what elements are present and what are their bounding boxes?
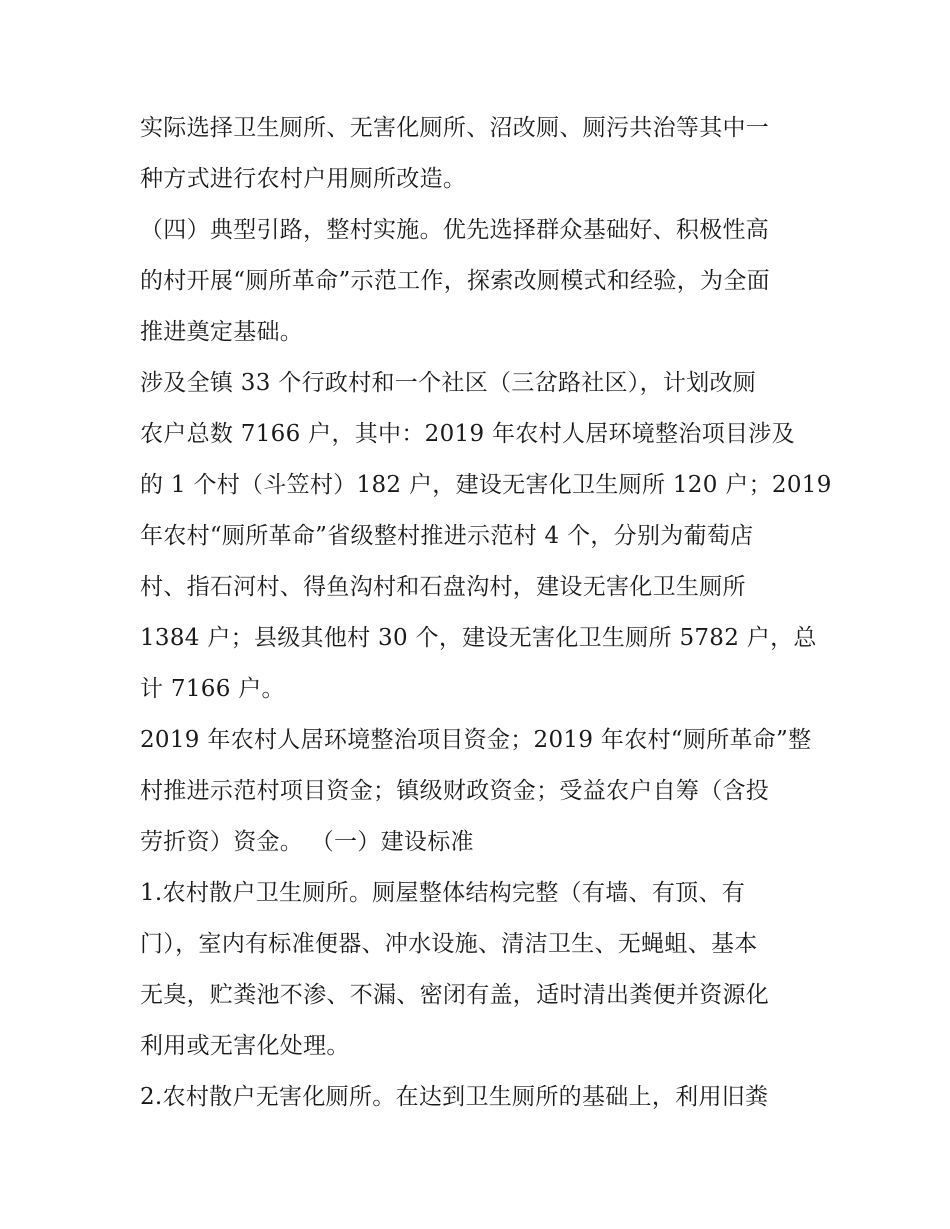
text-line: 农户总数 7166 户，其中：2019 年农村人居环境整治项目涉及: [140, 421, 795, 447]
text-line: 村推进示范村项目资金；镇级财政资金；受益农户自筹（含投: [140, 778, 770, 804]
text-line: 的 1 个村（斗笠村）182 户，建设无害化卫生厕所 120 户；2019: [140, 472, 832, 498]
text-line: 2019 年农村人居环境整治项目资金；2019 年农村“厕所革命”整: [140, 727, 812, 753]
text-line: 1.农村散户卫生厕所。厕屋整体结构完整（有墙、有顶、有: [140, 880, 746, 906]
text-line: 年农村“厕所革命”省级整村推进示范村 4 个，分别为葡萄店: [140, 523, 754, 549]
text-line: 实际选择卫生厕所、无害化厕所、沼改厕、厕污共治等其中一: [140, 115, 770, 141]
text-line: 无臭，贮粪池不渗、不漏、密闭有盖，适时清出粪便并资源化: [140, 982, 770, 1008]
text-line: 涉及全镇 33 个行政村和一个社区（三岔路社区），计划改厕: [140, 370, 757, 396]
text-line: 门），室内有标准便器、冲水设施、清洁卫生、无蝇蛆、基本: [140, 931, 758, 957]
text-line: 种方式进行农村户用厕所改造。: [140, 166, 467, 192]
text-line: 2.农村散户无害化厕所。在达到卫生厕所的基础上，利用旧粪: [140, 1084, 769, 1110]
text-line: 1384 户；县级其他村 30 个，建设无害化卫生厕所 5782 户，总: [140, 625, 817, 651]
text-line: 计 7166 户。: [140, 676, 285, 702]
text-line: 劳折资）资金。 （一）建设标准: [140, 829, 474, 855]
text-line: 的村开展“厕所革命”示范工作，探索改厕模式和经验，为全面: [140, 268, 770, 294]
body-text: [140, 103, 832, 1123]
text-line: （四）典型引路，整村实施。优先选择群众基础好、积极性高: [140, 217, 770, 243]
text-line: 村、指石河村、得鱼沟村和石盘沟村，建设无害化卫生厕所: [140, 574, 746, 600]
text-line: 利用或无害化处理。: [140, 1033, 350, 1059]
text-line: 推进奠定基础。: [140, 319, 304, 345]
